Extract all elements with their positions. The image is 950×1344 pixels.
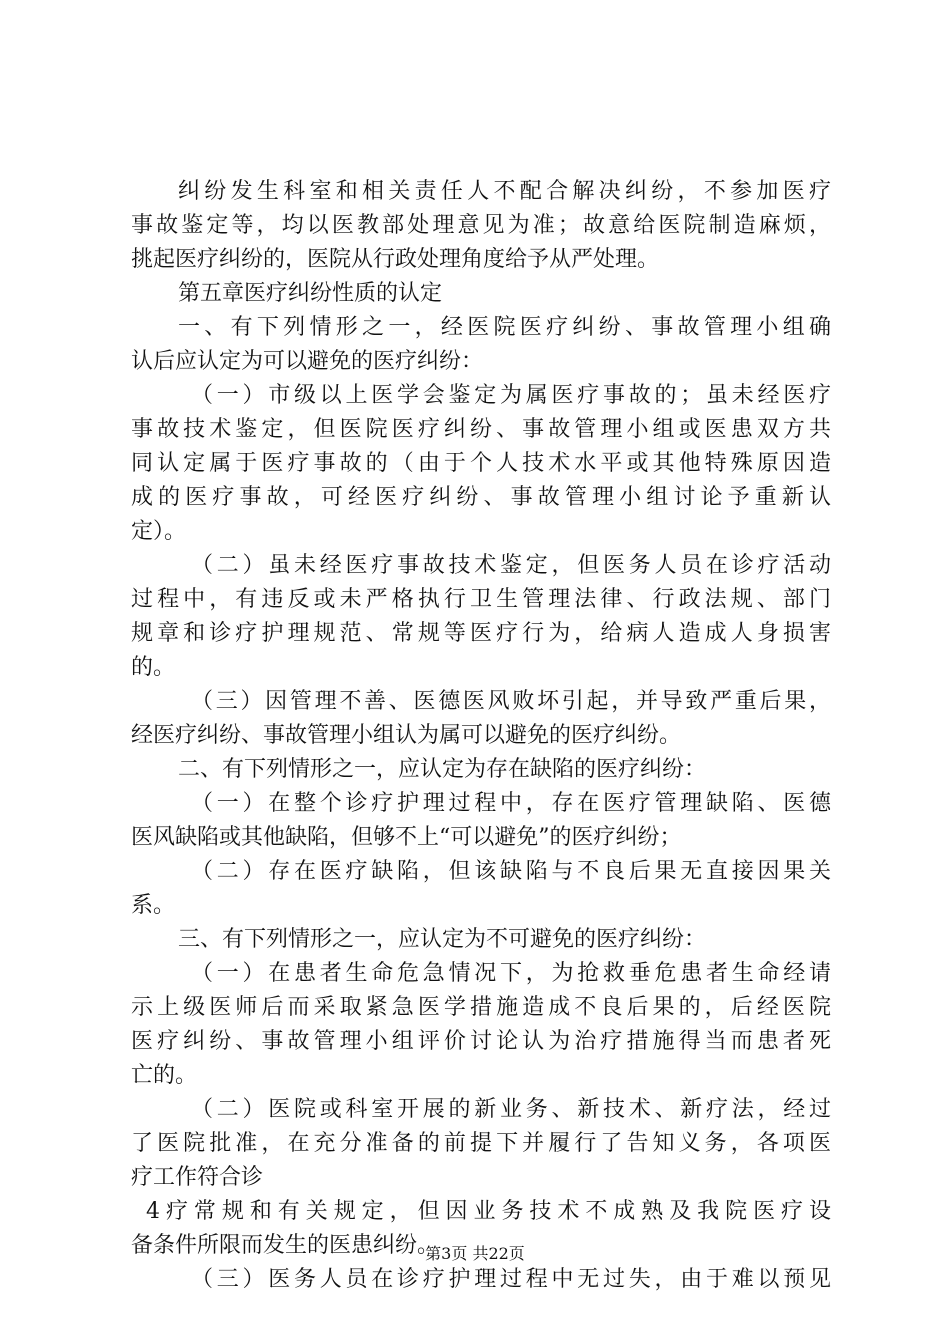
text-line: （二）医院或科室开展的新业务、新技术、新疗法，经过 bbox=[191, 1097, 831, 1122]
text-line: 挑起医疗纠纷的，医院从行政处理角度给予从严处理。 bbox=[131, 247, 660, 272]
text-line: 过程中，有违反或未严格执行卫生管理法律、行政法规、部门 bbox=[131, 587, 831, 612]
text-line: 4疗常规和有关规定，但因业务技术不成熟及我院医疗设 bbox=[146, 1199, 831, 1224]
text-line: 纠纷发生科室和相关责任人不配合解决纠纷，不参加医疗 bbox=[178, 179, 831, 204]
text-line: 了医院批准，在充分准备的前提下并履行了告知义务，各项医 bbox=[131, 1131, 831, 1156]
text-line: 亡的。 bbox=[131, 1063, 198, 1088]
text-line: （一）在患者生命危急情况下，为抢救垂危患者生命经请 bbox=[191, 961, 831, 986]
text-line: 成的医疗事故，可经医疗纠纷、事故管理小组讨论予重新认 bbox=[131, 485, 831, 510]
text-line: 系。 bbox=[131, 893, 176, 918]
text-line: （三）因管理不善、医德医风败坏引起，并导致严重后果， bbox=[191, 689, 831, 714]
text-line: （三）医务人员在诊疗护理过程中无过失，由于难以预见 bbox=[191, 1267, 831, 1292]
text-line: 经医疗纠纷、事故管理小组认为属可以避免的医疗纠纷。 bbox=[131, 723, 682, 748]
text-line: （二）存在医疗缺陷，但该缺陷与不良后果无直接因果关 bbox=[191, 859, 831, 884]
text-line: 一、有下列情形之一，经医院医疗纠纷、事故管理小组确 bbox=[178, 315, 831, 340]
text-line: （二）虽未经医疗事故技术鉴定，但医务人员在诊疗活动 bbox=[191, 553, 831, 578]
text-line: 疗工作符合诊 bbox=[131, 1165, 264, 1190]
document-body bbox=[131, 175, 831, 1297]
text-line: 备条件所限而发生的医患纠纷。 bbox=[131, 1233, 440, 1258]
text-line: 同认定属于医疗事故的（由于个人技术水平或其他特殊原因造 bbox=[131, 451, 831, 476]
text-line: 医疗纠纷、事故管理小组评价讨论认为治疗措施得当而患者死 bbox=[131, 1029, 831, 1054]
chapter-heading: 第五章医疗纠纷性质的认定 bbox=[178, 281, 443, 306]
text-line: 事故鉴定等，均以医教部处理意见为准；故意给医院制造麻烦， bbox=[131, 213, 831, 238]
text-line: 认后应认定为可以避免的医疗纠纷： bbox=[131, 349, 484, 374]
text-line: 医风缺陷或其他缺陷，但够不上“可以避免”的医疗纠纷； bbox=[131, 825, 682, 850]
text-line: （一）在整个诊疗护理过程中，存在医疗管理缺陷、医德 bbox=[191, 791, 831, 816]
text-line: 三、有下列情形之一，应认定为不可避免的医疗纠纷： bbox=[178, 927, 707, 952]
page-number-footer: 第3页 共22页 bbox=[425, 1244, 525, 1263]
text-line: （一）市级以上医学会鉴定为属医疗事故的；虽未经医疗 bbox=[191, 383, 831, 408]
text-line: 的。 bbox=[131, 655, 176, 680]
text-line: 二、有下列情形之一，应认定为存在缺陷的医疗纠纷： bbox=[178, 757, 707, 782]
text-line: 定）。 bbox=[131, 519, 187, 544]
text-line: 事故技术鉴定，但医院医疗纠纷、事故管理小组或医患双方共 bbox=[131, 417, 831, 442]
text-line: 规章和诊疗护理规范、常规等医疗行为，给病人造成人身损害 bbox=[131, 621, 831, 646]
text-line: 示上级医师后而采取紧急医学措施造成不良后果的，后经医院 bbox=[131, 995, 831, 1020]
